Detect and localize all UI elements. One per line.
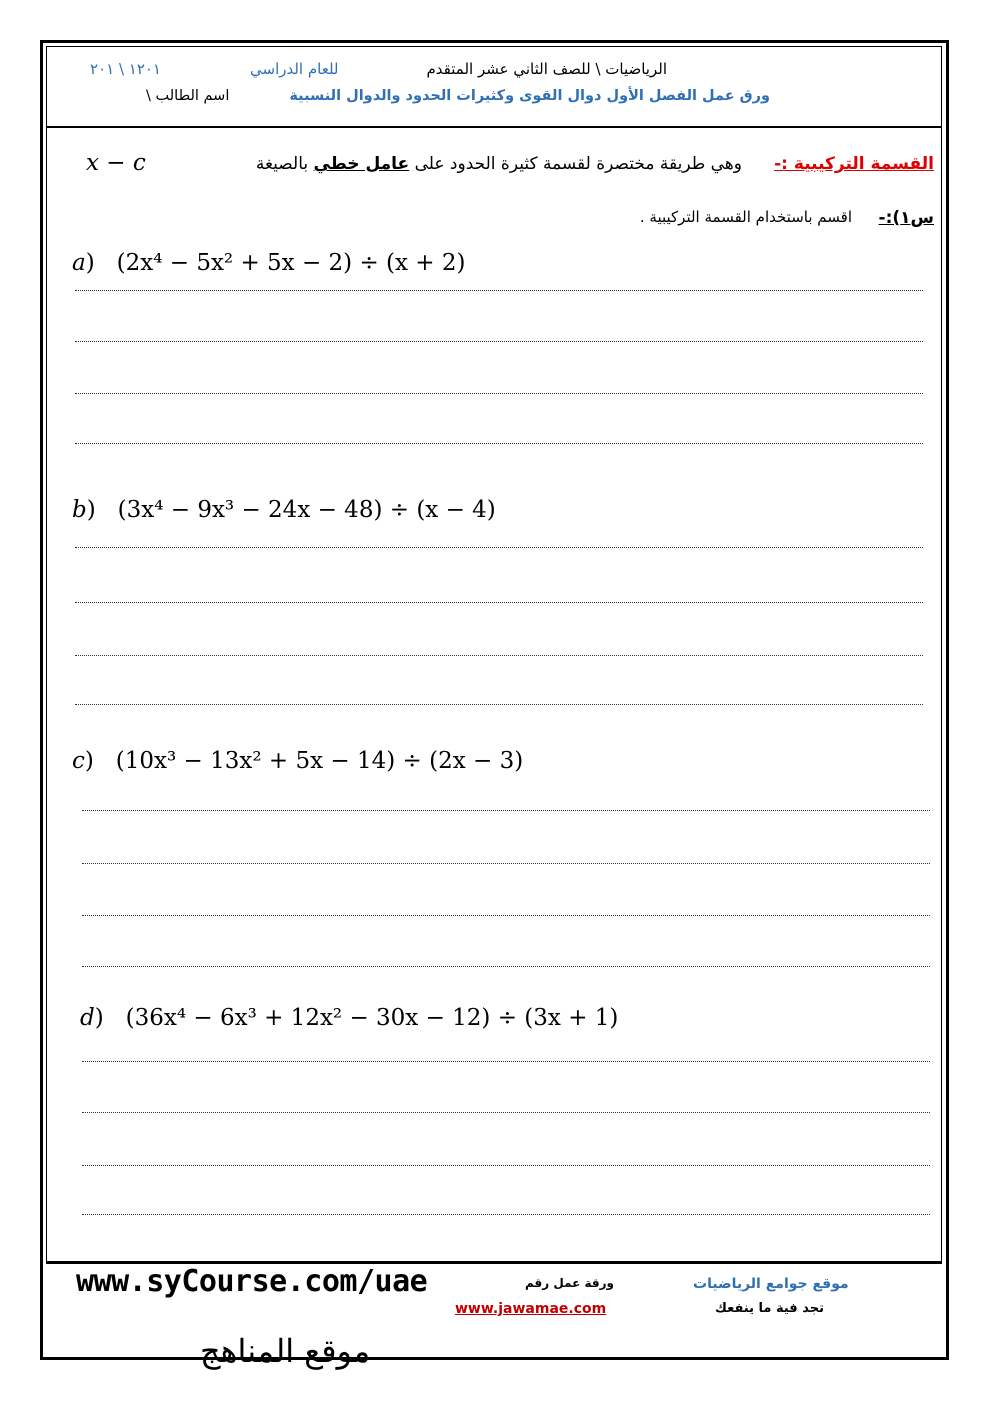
header-year-values: ١٢٠١ \ ٢٠١ [90,60,161,78]
site-url-link[interactable]: www.jawamae.com [455,1301,607,1317]
problem-b-label: b [72,497,87,523]
page-inner-border [46,46,942,1262]
answer-line [75,393,923,394]
header-subject-grade: الرياضيات \ للصف الثاني عشر المتقدم [426,60,667,78]
problem-d-expression: (36x⁴ − 6x³ + 12x² − 30x − 12) ÷ (3x + 1) [125,1005,619,1031]
intro-text-after: بالصيغة [255,154,309,174]
intro-text [256,154,742,174]
header-divider [46,126,942,128]
answer-line [82,810,930,811]
problem-d-label: d [80,1005,95,1031]
worksheet-number-label: ورقة عمل رقم [525,1276,614,1290]
synthetic-division-term: القسمة التركيبية :- [774,154,934,174]
answer-line [75,704,923,705]
answer-line [75,655,923,656]
site-watermark [76,1264,427,1299]
problem-d: d) (36x⁴ − 6x³ + 12x² − 30x − 12) ÷ (3x + 1) [80,1005,619,1031]
question-instruction: اقسم باستخدام القسمة التركيبية . [639,208,852,226]
problem-b: b) (3x⁴ − 9x³ − 24x − 48) ÷ (x − 4) [72,497,496,523]
answer-line [82,1165,930,1166]
student-name-label: اسم الطالب \ [146,88,230,104]
answer-line [82,863,930,864]
answer-line [75,290,923,291]
answer-line [75,443,923,444]
site-slogan: تجد فية ما ينفعك [715,1301,824,1316]
answer-line [82,915,930,916]
answer-line [75,341,923,342]
answer-line [82,966,930,967]
question-number: س١):- [878,208,934,228]
problem-a-expression: (2x⁴ − 5x² + 5x − 2) ÷ (x + 2) [116,250,466,276]
handwritten-site-logo: موقع المناهج [200,1332,371,1370]
site-watermark-text: www.syCourse.com/uae [76,1264,428,1299]
site-name: موقع جوامع الرياضيات [693,1276,849,1292]
answer-line [82,1214,930,1215]
intro-text-before: وهي طريقة مختصرة لقسمة كثيرة الحدود على [414,154,742,174]
answer-line [75,602,923,603]
problem-a-label: a [72,250,86,276]
linear-factor-formula: x − c [86,150,146,176]
answer-line [82,1061,930,1062]
worksheet-title: ورق عمل الفصل الأول دوال القوى وكثيرات الحدود والدوال النسبية [289,88,770,104]
problem-c: c) (10x³ − 13x² + 5x − 14) ÷ (2x − 3) [72,748,524,774]
problem-a: a) (2x⁴ − 5x² + 5x − 2) ÷ (x + 2) [72,250,466,276]
problem-c-label: c [72,748,85,774]
problem-b-expression: (3x⁴ − 9x³ − 24x − 48) ÷ (x − 4) [117,497,496,523]
problem-c-expression: (10x³ − 13x² + 5x − 14) ÷ (2x − 3) [115,748,524,774]
linear-factor-term: عامل خطي [313,154,410,174]
answer-line [75,547,923,548]
answer-line [82,1112,930,1113]
header-year-label: للعام الدراسي [250,60,339,78]
